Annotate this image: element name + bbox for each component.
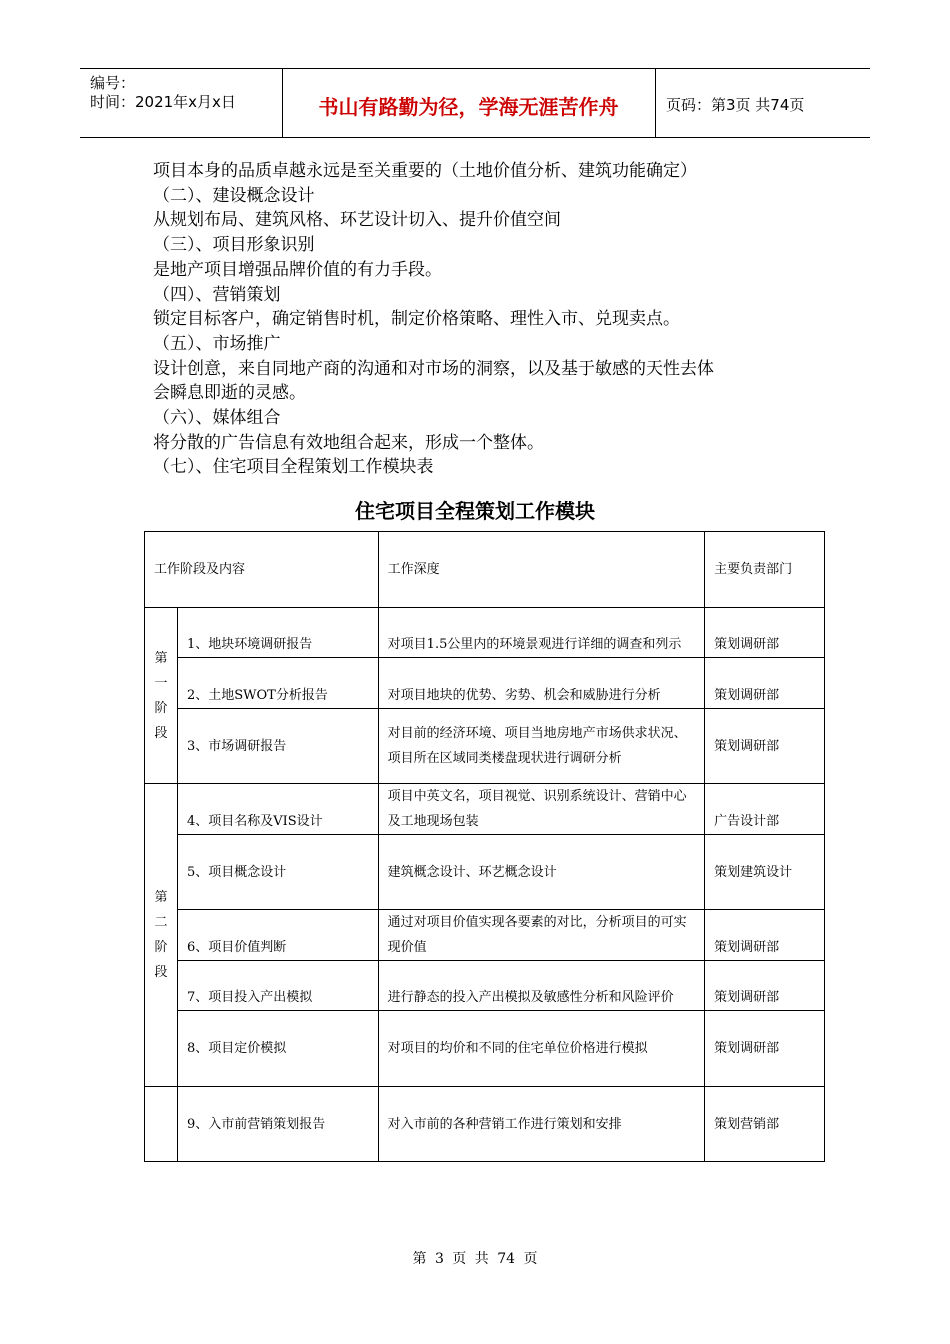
table-row <box>145 658 825 709</box>
table-row <box>145 1011 825 1087</box>
body-line: 是地产项目增强品牌价值的有力手段。 <box>153 259 442 280</box>
depth-cell: 进行静态的投入产出模拟及敏感性分析和风险评价 <box>378 961 704 1011</box>
stage-label: 第二阶段 <box>154 890 168 980</box>
stage-label: 第一阶段 <box>154 650 168 741</box>
dept-cell: 策划调研部 <box>705 709 825 784</box>
body-line: 会瞬息即逝的灵感。 <box>153 383 306 404</box>
body-line: 从规划布局、建筑风格、环艺设计切入、提升价值空间 <box>153 210 561 231</box>
depth-cell: 项目中英文名，项目视觉、识别系统设计、营销中心及工地现场包装 <box>378 784 704 835</box>
item-cell: 7、项目投入产出模拟 <box>177 961 378 1011</box>
body-text <box>153 159 803 480</box>
dept-cell: 策划调研部 <box>705 658 825 709</box>
depth-cell: 对项目地块的优势、劣势、机会和威胁进行分析 <box>378 658 704 709</box>
header-cell: 工作深度 <box>378 532 704 608</box>
header-cell: 主要负责部门 <box>705 532 825 608</box>
depth-cell: 通过对项目价值实现各要素的对比，分析项目的可实现价值 <box>378 910 704 961</box>
section-heading: （六）、媒体组合 <box>153 408 281 429</box>
depth-cell: 对项目的均价和不同的住宅单位价格进行模拟 <box>378 1011 704 1087</box>
dept-cell: 广告设计部 <box>705 784 825 835</box>
body-line: 设计创意，来自同地产商的沟通和对市场的洞察，以及基于敏感的天性去体 <box>153 358 714 379</box>
motto: 书山有路勤为径，学海无涯苦作舟 <box>318 95 619 119</box>
dept-cell: 策划调研部 <box>705 961 825 1011</box>
work-module-table <box>144 531 825 1162</box>
depth-cell: 建筑概念设计、环艺概念设计 <box>378 835 704 910</box>
header-page-cell <box>656 69 870 137</box>
body-line: 锁定目标客户，确定销售时机，制定价格策略、理性入市、兑现卖点。 <box>153 309 680 330</box>
body-line: 项目本身的品质卓越永远是至关重要的（土地价值分析、建筑功能确定） <box>153 161 697 181</box>
depth-cell: 对项目1.5公里内的环境景观进行详细的调查和列示 <box>378 608 704 658</box>
dept-cell: 策划建筑设计 <box>705 835 825 910</box>
page-info: 页码：第3页 共74页 <box>666 96 805 114</box>
stage-cell <box>145 1087 178 1162</box>
table-row <box>145 709 825 784</box>
table-row <box>145 784 825 835</box>
stage-cell <box>145 784 178 1087</box>
table-row <box>145 608 825 658</box>
table-row <box>145 835 825 910</box>
item-cell: 8、项目定价模拟 <box>177 1011 378 1087</box>
body-line: 将分散的广告信息有效地组合起来，形成一个整体。 <box>153 432 544 453</box>
section-heading: （三）、项目形象识别 <box>153 235 315 256</box>
dept-cell: 策划营销部 <box>705 1087 825 1162</box>
section-heading: （二）、建设概念设计 <box>153 185 315 206</box>
page-footer: 第 3 页 共 74 页 <box>412 1251 538 1267</box>
item-cell: 4、项目名称及VIS设计 <box>177 784 378 835</box>
time-label: 时间：2021年x月x日 <box>90 93 236 111</box>
dept-cell: 策划调研部 <box>705 1011 825 1087</box>
depth-cell: 对目前的经济环境、项目当地房地产市场供求状况、项目所在区域同类楼盘现状进行调研分析 <box>378 709 704 784</box>
item-cell: 1、地块环境调研报告 <box>177 608 378 658</box>
table-row <box>145 910 825 961</box>
item-cell: 9、入市前营销策划报告 <box>177 1087 378 1162</box>
section-heading: （七）、住宅项目全程策划工作模块表 <box>153 457 434 478</box>
table-header-row <box>145 532 825 608</box>
dept-cell: 策划调研部 <box>705 608 825 658</box>
stage-cell <box>145 608 178 784</box>
section-heading: （四）、营销策划 <box>153 284 281 305</box>
page-header <box>80 68 870 138</box>
item-cell: 5、项目概念设计 <box>177 835 378 910</box>
header-meta-cell <box>80 69 283 137</box>
table-row <box>145 961 825 1011</box>
dept-cell: 策划调研部 <box>705 910 825 961</box>
depth-cell: 对入市前的各种营销工作进行策划和安排 <box>378 1087 704 1162</box>
header-cell: 工作阶段及内容 <box>145 532 379 608</box>
item-cell: 3、市场调研报告 <box>177 709 378 784</box>
header-motto-cell <box>282 69 656 137</box>
table-row <box>145 1087 825 1162</box>
item-cell: 6、项目价值判断 <box>177 910 378 961</box>
table-title: 住宅项目全程策划工作模块 <box>355 499 595 523</box>
item-cell: 2、土地SWOT分析报告 <box>177 658 378 709</box>
section-heading: （五）、市场推广 <box>153 333 281 354</box>
number-label: 编号： <box>90 74 136 92</box>
